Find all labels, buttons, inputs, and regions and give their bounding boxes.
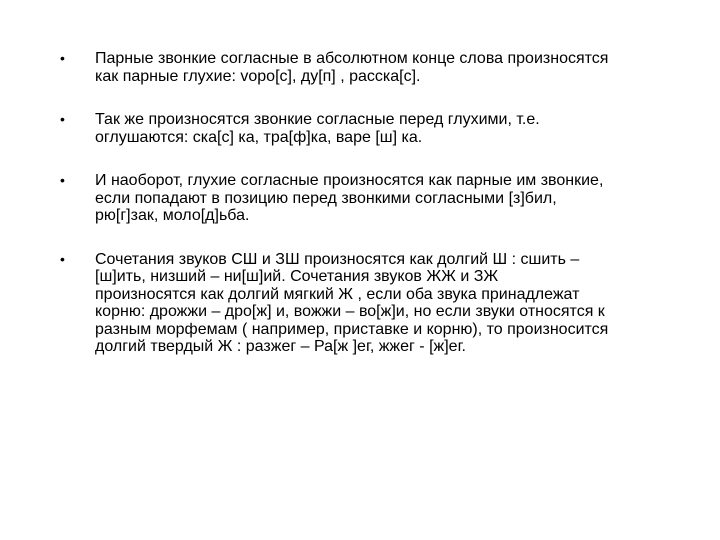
bullet-text: Сочетания звуков СШ и ЗШ произносятся как долгий Ш : сшить – [ш]ить, низший – ни[ш]ий. Сочетания звуков ЖЖ и ЗЖ произносятся как долгий мягкий Ж , если оба звука принадлежат корню: дрожжи – дро[ж] и, вожжи – во[ж]и, но если звуки относятся к разным морфемам ( например, приставке и корню), то произносится долгий твердый Ж : разжег – Ра[ж ]ег, жжег - [ж]ег. <box>95 250 609 355</box>
bullet-marker: • <box>60 172 65 188</box>
bullet-list <box>54 50 684 382</box>
bullet-marker: • <box>60 50 65 66</box>
bullet-item-clusters <box>54 251 684 356</box>
bullet-text: И наоборот, глухие согласные произносятся как парные им звонкие, если попадают в позицию перед звонкими согласными [з]бил, рю[г]зак, моло[д]ьба. <box>95 172 604 224</box>
bullet-marker: • <box>60 111 65 127</box>
bullet-text: Парные звонкие согласные в абсолютном конце слова произносятся как парные глухие: voро[с], ду[п] , расска[с]. <box>95 50 609 85</box>
bullet-item-voicing <box>54 172 684 225</box>
bullet-marker: • <box>60 250 65 267</box>
bullet-item-devoicing <box>54 111 684 146</box>
bullet-item-final-voiced <box>54 50 684 85</box>
bullet-text: Так же произносятся звонкие согласные перед глухими, т.е. оглушаются: ска[с] ка, тра[ф]ка, варе [ш] ка. <box>95 111 540 146</box>
